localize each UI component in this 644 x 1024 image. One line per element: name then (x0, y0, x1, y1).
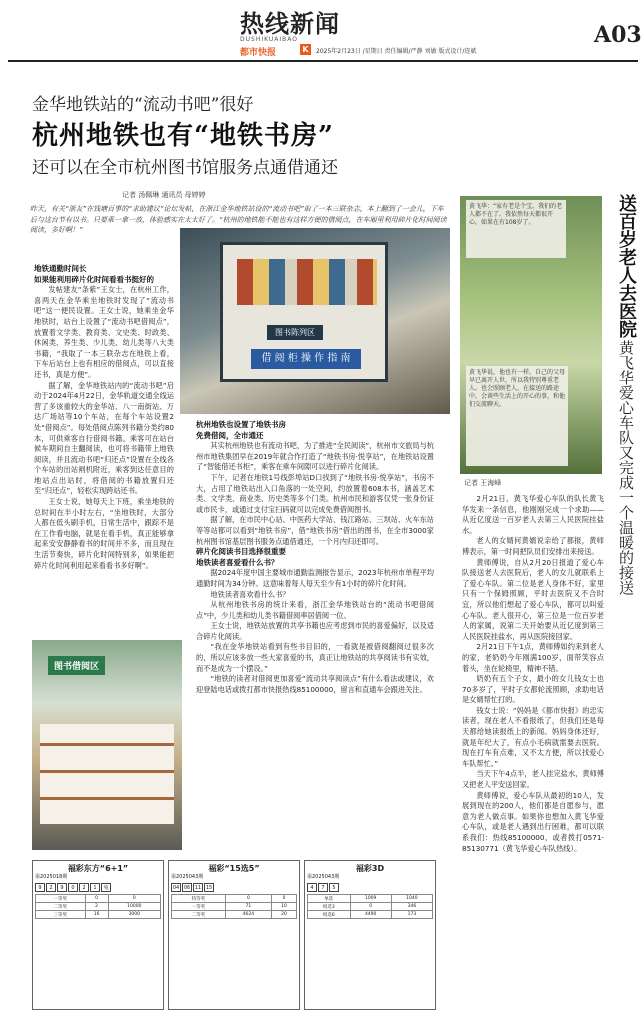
table-cell: 三等奖 (36, 911, 86, 919)
lottery-table (171, 894, 297, 919)
byline: 记者 汤佩琳 通讯员 母婷婷 (122, 191, 206, 199)
paragraph: 黄师傅说，爱心车队从最初的10人，发展到现在的200人，他们都是自愿参与，愿意为老人做点事。如果你也想加入黄飞华爱心车队，或是老人遇到出行困难，都可以联系我们：热线85100000，或者拨打0571-85130771（黄飞华爱心车队热线）。 (462, 790, 604, 853)
table-cell: 10 (272, 903, 297, 911)
paragraph: 发帖建友“条紫”王女士，在杭州工作，喜两天在金华乘坐地铁时发现了“流动书吧”这一便民设置。王女士说，她乘坐金华地铁时，站台上设置了“流动书吧借阅点”，放置着文学类、教育类、文史类、时政类、休闲类、养生类、少儿类、幼儿类等八大类书籍，“我取了一本三联杂志在地铁上看，下车后站台上也有相应的借阅点，可以直接还书，真是方便”。 (34, 285, 174, 379)
lottery-numbers (307, 883, 433, 892)
table-cell: 20 (272, 911, 297, 919)
paragraph: 当天下午4点半，老人挂完盐水，黄师傅又把老人平安送回家。 (462, 769, 604, 790)
article-column-c (462, 494, 604, 1014)
lottery-box (168, 860, 300, 1010)
paragraph: 据了解，金华地铁站内的“流动书吧”启动于2024年4月22日，金华轨道交通全线运营了多该重较大的金华站、八一南街站、万达广场站等10个车站，在每个车站设置2处“借阅点”。每处借阅点陈列书籍分类约80本，可供乘客自行借阅书籍。乘客可在站台候车期间自主翻阅读，也可将书籍带上地铁阅读，并且流动书吧“归还点”设置在全线各个车站的出站闸机附近，乘客到达任意目的地站点出站时，将借阅的书籍放置归还至“归还点”，轻松实现跨站还书。 (34, 380, 174, 496)
subhead: 碎片化阅读书目选择很重要 (196, 547, 286, 557)
table-cell: 0 (108, 895, 160, 903)
table-cell: 0 (225, 895, 271, 903)
lottery-number: 5 (329, 883, 339, 892)
lottery-number: 4 (307, 883, 317, 892)
lottery-title: 福彩“15选5” (208, 864, 260, 873)
headline-sub: 还可以在全市杭州图书馆服务点通借通还 (32, 158, 338, 178)
table-cell: 二等奖 (36, 903, 86, 911)
kiosk-cabinet (220, 242, 388, 382)
masthead (0, 0, 644, 66)
paragraph: 老人的女婿何黄婿说亲给了都报，黄师傅表示，第一时间把队员们安排出来接送。 (462, 536, 604, 556)
lottery-issue: 第2025018期 (35, 874, 68, 880)
kiosk-slot-sign: 借 阅 柜 操 作 指 南 (251, 349, 361, 369)
lottery-number: 15 (205, 885, 213, 891)
photo-bookshelf-kiosk (180, 228, 450, 414)
photo-volunteer (460, 196, 602, 474)
lottery-number: 0 (68, 883, 78, 892)
paragraph: 下午，记者在地铁1号线彭埠站D口找到了“地铁书房·悦享站”，书房不大，占用了地铁站出入口角落的一处空间，约放置着608本书，涵盖艺术类、文学类、商业类、历史类等多个门类。杭州市民和游客仅凭一张身份证或市民卡，或通过支付宝扫码就可以完成免费借阅图书。 (196, 472, 434, 514)
paragraph: 据了解，在市民中心站、中医药大学站、钱江路站、三坝站、火车东站等等站都可以看到“地铁书房”，借“地铁书房”借出的图书，在全市3000家杭州图书馆基层图书服务点通借通还，一个月内归还即可。 (196, 515, 434, 546)
masthead-rule (8, 60, 638, 62)
lottery-number: 9 (57, 883, 67, 892)
table-cell: 1009 (350, 895, 391, 903)
table-cell: 特等奖 (172, 895, 226, 903)
photo-credit: 记者 王海峰 (464, 479, 502, 487)
subhead: 地铁通勤时间长 (34, 264, 87, 273)
book-shelf (40, 724, 174, 824)
subhead: 杭州地铁也设置了地铁书房 (196, 420, 286, 429)
paragraph: 王女士说，她每天上下班，乘坐地铁的总时间在半小时左右，“坐地铁时，大部分人都在低头刷手机，日常生活中，跟踪不是在工作看电脑，就是在看手机，真正能够拿起来安安静静看书的时间并不多，而且现在生活节奏快，碎片化时间特别多，如果能把碎片化时间利用起来看看书多好啊”。 (34, 497, 174, 570)
table-cell: 3000 (108, 911, 160, 919)
paragraph: 2月21日下午1点，黄师傅如约来到老人的家，老奶奶今年刚满100岁，面带笑容点着头，坐在轮椅里，精神不错。 (462, 642, 604, 673)
paragraph: 地铁读者喜欢看什么书？ (210, 589, 290, 599)
article-column-a (34, 264, 174, 634)
lottery-table (35, 894, 161, 919)
lottery-number: 1 (90, 883, 100, 892)
lottery-number: 06 (183, 885, 191, 891)
table-cell: 10000 (108, 903, 160, 911)
lottery-number: 04 (172, 885, 180, 891)
table-cell: 4490 (350, 911, 391, 919)
table-cell: 16 (85, 911, 108, 919)
lottery-extra: 兔 (101, 883, 111, 892)
photo-library-shelf (32, 640, 182, 850)
table-cell: 2 (85, 903, 108, 911)
lottery-band (32, 860, 438, 1010)
lottery-number: 9 (35, 883, 45, 892)
table-cell: 一等奖 (172, 903, 226, 911)
paragraph: 其实杭州地铁也有流动书吧，为了推进“全民阅读”，杭州市文旅局与杭州市地铁集团早在2019年就合作打造了“地铁书房·悦享站”，在地铁站设置了“智能借还书柜”，乘客在乘车间隙可以进行碎片化阅读。 (196, 441, 434, 472)
paragraph: 钱女士说：“妈妈是《都市快报》的忠实读者，现在老人不看报纸了，但我们还是每天都给她读报纸上的新闻。妈妈身体还好，就是年纪大了，有点小毛病就需要去医院。现在打车有点难，又不太方便，所以找爱心车队帮忙。” (462, 705, 604, 768)
headline-main: 杭州地铁也有“地铁书房” (32, 121, 334, 151)
brand-name: 都市快报 (240, 48, 277, 58)
subhead: 地铁读者喜爱看什么书？ (196, 557, 279, 567)
subhead: 如果能利用碎片化时间看看书挺好的 (34, 274, 154, 284)
shelf-sign: 图书借阅区 (48, 656, 105, 675)
lottery-numbers (35, 883, 161, 892)
table-cell: 71 (225, 903, 271, 911)
lottery-title: 福彩东方“6+1” (67, 864, 129, 873)
lottery-table (307, 894, 433, 919)
kiosk-label: 图书陈列区 (267, 325, 323, 340)
book-display (237, 259, 377, 305)
table-cell: 一等奖 (36, 895, 86, 903)
table-cell: 346 (391, 903, 432, 911)
paragraph: 奶奶有五个子女，最小的女儿钱女士也70多岁了，平时子女都轮流照顾，求助电话是女婿帮忙打的。 (462, 674, 604, 705)
lottery-number: 2 (79, 883, 89, 892)
lottery-numbers (171, 883, 297, 892)
paragraph: 从杭州地铁书房的统计来看，浙江金华地铁站台的“流动书吧借阅点”中，少儿类和幼儿类书籍借阅率居借阅一位。 (196, 600, 434, 620)
table-cell: 4624 (225, 911, 271, 919)
lottery-issue: 第2025043期 (171, 874, 204, 880)
lottery-box (304, 860, 436, 1010)
table-cell: 173 (391, 911, 432, 919)
right-headline: 送百岁老人去医院 (616, 194, 637, 338)
photo-caption-card: 黄飞华：“家有老是个宝，我们的老人都不在了。我依然每天都很开心，如果在有108岁了。 (466, 200, 566, 258)
article-column-b (196, 420, 434, 860)
section-pinyin: DUSHIKUAIBAO (240, 36, 298, 43)
page-number: A03 (594, 22, 642, 48)
lottery-number: 7 (318, 883, 328, 892)
lottery-box (32, 860, 164, 1010)
table-cell: 1040 (391, 895, 432, 903)
table-cell: 组选6 (308, 911, 351, 919)
subhead: 免费借阅，全市通还 (196, 430, 264, 440)
section-title: 热线新闻 (240, 9, 340, 38)
table-cell: 0 (85, 895, 108, 903)
lottery-number: 2 (46, 883, 56, 892)
lottery-title: 福彩3D (355, 864, 385, 873)
table-cell: 0 (350, 903, 391, 911)
issue-meta: 2025年2月23日 /星期日 责任编辑/严静 刘敏 版式设计/连斌 (316, 48, 477, 55)
right-subheadline: 黄飞华爱心车队又完成一个温暖的接送 (617, 340, 635, 595)
lede-paragraph: 昨天，有关“浙友”在钱塘百事的“求助建议”论坛发帖，在浙江金华地铁站设的“流动书吧”取了一本三联杂志，本上翻到了一会儿，下车后与这台节有以书。只要乘一拿一放，体验感实在太太好了。“杭州的地铁能不能也有这样方便的借阅点，在车厢里利用碎片化时间阅读阅读，多好啊！” (30, 205, 447, 234)
paragraph: “地铁的读者对借阅更加喜爱“流动共享阅读点”有什么看法或建议，欢迎登陆电话或拨打都市快报热线85100000，留言和直通车会跟进关注。 (196, 674, 434, 694)
table-cell: 0 (272, 895, 297, 903)
paragraph: 王女士说，地铁站放置的共享书籍也应考虑到市民的喜爱偏好，以及适合碎片化阅读。 (196, 621, 434, 641)
paragraph: 黄师傅说，自从2月20日报道了爱心车队接送老人去医院后，老人的女儿就联系上了爱心车队。第二位是老人身体不好，家里只有一个保姆照顾，平时去医院又不合时宜，所以他们想起了爱心车队，都可以叫爱心车队。老人很开心，第三位是一位百岁老人的家属，说第二天开始要从近亿度到第三人民医院挂盐水，再从医院接回家。 (462, 557, 604, 641)
table-cell: 二等奖 (172, 911, 226, 919)
headline-kicker: 金华地铁站的“流动书吧”很好 (32, 95, 254, 115)
brand-logo-icon: K (300, 44, 311, 55)
table-cell: 单选 (308, 895, 351, 903)
photo-caption-card: 黄飞华说，他也有一样，自己的父母早已离开人世，所以我特别尊重老人。也会照顾老人，在接送的路途中，会谈些生活上的开心的事，和他们交流聊天。 (466, 366, 568, 466)
lottery-number: 11 (194, 885, 202, 891)
paragraph: “我在金华地铁站看到有些书目旧的，一看就是被借阅翻阅过很多次的，所以应该多放一些大家喜爱的书，真正让地铁站的共享阅读书有实效，而不是成为一个摆设。” (196, 642, 434, 673)
table-cell: 组选3 (308, 903, 351, 911)
paragraph: 据2024年度中国主要城市通勤监测报告显示，2023年杭州市单程平均通勤时间为34分钟。这意味着每人每天至少有1小时的碎片化时间。 (196, 568, 434, 588)
lottery-issue: 第2025043期 (307, 874, 340, 880)
paragraph: 2月21日，黄飞华爱心车队的队长黄飞华发来一条信息，他刚刚完成一个求助——从近亿度送一百岁老人去第三人民医院挂盐水。 (462, 494, 604, 535)
